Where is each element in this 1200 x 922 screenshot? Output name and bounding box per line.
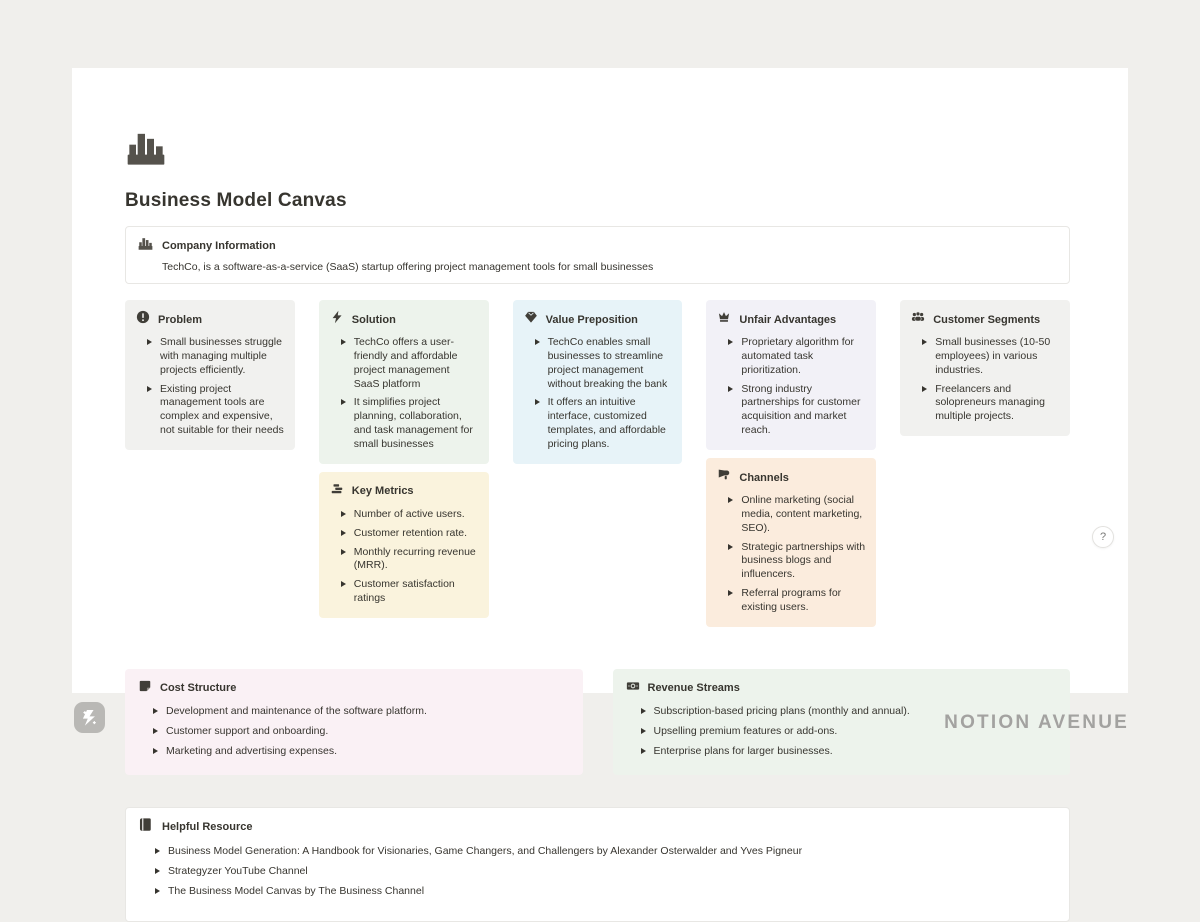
toggle-triangle-icon[interactable] — [728, 339, 733, 345]
box-title: Revenue Streams — [647, 682, 740, 695]
toggle-triangle-icon[interactable] — [922, 386, 927, 392]
toggle-triangle-icon[interactable] — [341, 511, 346, 517]
toggle-triangle-icon[interactable] — [153, 708, 158, 714]
toggle-item: Proprietary algorithm for automated task prioritization. — [727, 336, 865, 378]
canvas-box-problem — [125, 300, 295, 450]
canvas-box-customer-segments — [900, 300, 1070, 436]
toggle-item: TechCo offers a user-friendly and affordable project management SaaS platform — [340, 336, 478, 391]
toggle-triangle-icon[interactable] — [341, 399, 346, 405]
brand-wordmark: NOTION AVENUE — [944, 712, 1129, 733]
card-icon — [138, 679, 152, 698]
canvas-column-4 — [706, 300, 876, 627]
toggle-item: Monthly recurring revenue (MRR). — [340, 546, 478, 574]
brand-logo[interactable] — [74, 702, 105, 733]
company-info-callout — [125, 226, 1070, 284]
building-icon — [138, 236, 153, 256]
company-info-description: TechCo, is a software-as-a-service (SaaS) startup offering project management tools for small businesses — [162, 261, 654, 273]
toggle-triangle-icon[interactable] — [341, 339, 346, 345]
toggle-item: Existing project management tools are complex and expensive, not suitable for their needs — [146, 383, 284, 438]
gem-icon — [524, 310, 538, 329]
toggle-triangle-icon[interactable] — [641, 728, 646, 734]
canvas-box-cost-structure — [125, 669, 583, 776]
alert-icon — [136, 310, 150, 329]
building-icon[interactable] — [125, 128, 167, 168]
toggle-item: Business Model Generation: A Handbook for Visionaries, Game Changers, and Challengers by Alexander Osterwalder and Yves Pigneur — [154, 845, 1055, 859]
toggle-triangle-icon[interactable] — [535, 339, 540, 345]
toggle-triangle-icon[interactable] — [641, 748, 646, 754]
toggle-item: Subscription-based pricing plans (monthly and annual). — [640, 705, 1058, 719]
toggle-item: Customer support and onboarding. — [152, 725, 570, 739]
toggle-triangle-icon[interactable] — [341, 549, 346, 555]
box-title: Key Metrics — [351, 485, 414, 498]
toggle-item: Customer retention rate. — [340, 527, 478, 541]
box-title: Customer Segments — [933, 313, 1041, 326]
company-info-title: Company Information — [162, 240, 276, 252]
helpful-resource-callout — [125, 807, 1070, 922]
toggle-item: Online marketing (social media, content marketing, SEO). — [727, 494, 865, 536]
toggle-item: Small businesses struggle with managing multiple projects efficiently. — [146, 336, 284, 378]
canvas-bottom-grid — [125, 669, 1070, 776]
users-icon — [911, 310, 925, 329]
crown-icon — [717, 310, 731, 329]
toggle-item: TechCo enables small businesses to streamline project management without breaking the bank — [534, 336, 672, 391]
canvas-grid — [125, 300, 1070, 627]
banknote-icon — [626, 679, 640, 698]
toggle-triangle-icon[interactable] — [728, 590, 733, 596]
toggle-triangle-icon[interactable] — [153, 728, 158, 734]
canvas-box-value-preposition — [513, 300, 683, 464]
canvas-box-unfair-advantages — [706, 300, 876, 450]
toggle-item: Development and maintenance of the software platform. — [152, 705, 570, 719]
page-title: Business Model Canvas — [125, 190, 347, 211]
toggle-triangle-icon[interactable] — [155, 868, 160, 874]
toggle-item: Small businesses (10-50 employees) in various industries. — [921, 336, 1059, 378]
box-title: Solution — [351, 313, 396, 326]
toggle-item: Marketing and advertising expenses. — [152, 745, 570, 759]
book-icon — [138, 817, 153, 837]
toggle-triangle-icon[interactable] — [155, 888, 160, 894]
toggle-item: Customer satisfaction ratings — [340, 578, 478, 606]
toggle-triangle-icon[interactable] — [341, 530, 346, 536]
toggle-triangle-icon[interactable] — [641, 708, 646, 714]
toggle-item: The Business Model Canvas by The Business Channel — [154, 885, 1055, 899]
canvas-column-5 — [900, 300, 1070, 436]
chart-bars-icon — [330, 482, 344, 501]
canvas-column-2 — [319, 300, 489, 618]
box-title: Channels — [739, 471, 789, 484]
box-title: Unfair Advantages — [739, 313, 837, 326]
toggle-triangle-icon[interactable] — [728, 544, 733, 550]
toggle-item: Strong industry partnerships for customer acquisition and market reach. — [727, 383, 865, 438]
toggle-triangle-icon[interactable] — [922, 339, 927, 345]
toggle-item: Enterprise plans for larger businesses. — [640, 745, 1058, 759]
canvas-column-3 — [513, 300, 683, 464]
toggle-item: It simplifies project planning, collaboration, and task management for small businesses — [340, 396, 478, 451]
toggle-triangle-icon[interactable] — [341, 581, 346, 587]
toggle-item: Number of active users. — [340, 508, 478, 522]
helpful-resource-title: Helpful Resource — [162, 821, 253, 834]
toggle-triangle-icon[interactable] — [147, 386, 152, 392]
canvas-box-solution — [319, 300, 489, 464]
toggle-item: Upselling premium features or add-ons. — [640, 725, 1058, 739]
box-title: Problem — [158, 313, 203, 326]
megaphone-icon — [717, 468, 731, 487]
box-title: Cost Structure — [160, 682, 237, 695]
help-button[interactable]: ? — [1092, 526, 1114, 548]
toggle-triangle-icon[interactable] — [535, 399, 540, 405]
toggle-triangle-icon[interactable] — [155, 848, 160, 854]
canvas-column-1 — [125, 300, 295, 450]
toggle-triangle-icon[interactable] — [728, 497, 733, 503]
toggle-item: Strategyzer YouTube Channel — [154, 865, 1055, 879]
canvas-box-channels — [706, 458, 876, 627]
toggle-triangle-icon[interactable] — [728, 386, 733, 392]
toggle-item: Strategic partnerships with business blogs and influencers. — [727, 541, 865, 583]
toggle-triangle-icon[interactable] — [147, 339, 152, 345]
box-title: Value Preposition — [545, 313, 638, 326]
canvas-box-key-metrics — [319, 472, 489, 618]
lightning-icon — [330, 310, 344, 329]
toggle-triangle-icon[interactable] — [153, 748, 158, 754]
toggle-item: Freelancers and solopreneurs managing multiple projects. — [921, 383, 1059, 425]
toggle-item: Referral programs for existing users. — [727, 587, 865, 615]
toggle-item: It offers an intuitive interface, customized templates, and affordable pricing plans. — [534, 396, 672, 451]
